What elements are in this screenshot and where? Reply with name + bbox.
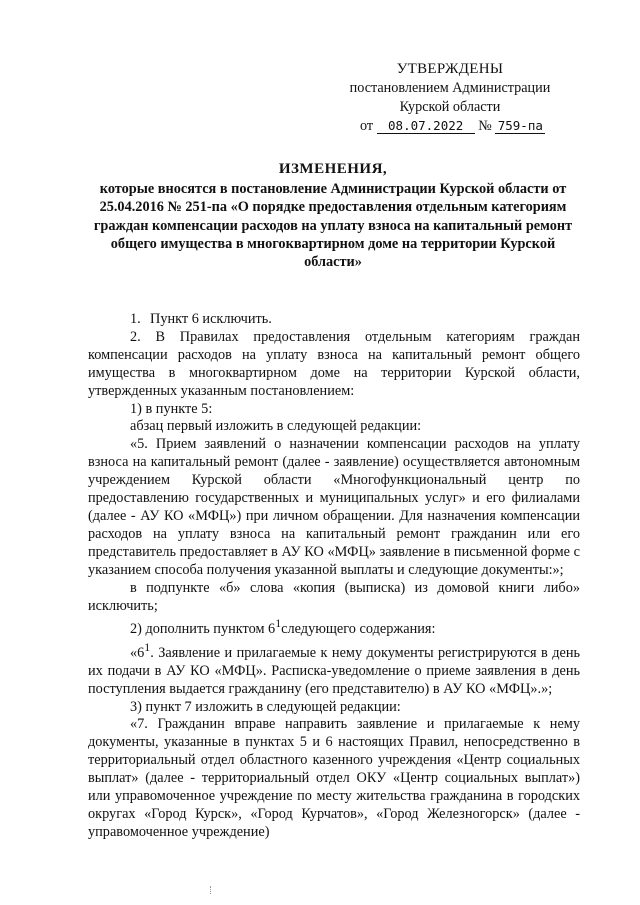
paragraph-7-text-b: следующего содержания: xyxy=(281,621,436,638)
approval-title: УТВЕРЖДЕНЫ xyxy=(396,61,504,77)
approval-line-1: постановлением Администрации xyxy=(349,80,551,96)
heading-subtitle: которые вносятся в постановление Администрации Курской области от 25.04.2016 № 251-па «О порядке предоставления отдельным категориям граждан компенсации расходов на уплату взноса на капитальный ремонт общего имущества в многоквартирном доме на территории Курской области» xyxy=(93,181,573,271)
approval-date: 08.07.2022 xyxy=(377,118,475,134)
from-label: от xyxy=(360,118,374,134)
document-body xyxy=(88,311,580,842)
approval-number: 759-па xyxy=(495,118,545,134)
paragraph-8 xyxy=(88,639,580,698)
paragraph-2: 2. В Правилах предоставления отдельным категориям граждан компенсации расходов на уплату взноса на капитальный ремонт общего имущества в многоквартирном доме на территории Курской области, утвержденных указанным постановлением: xyxy=(88,328,580,399)
paragraph-7 xyxy=(88,615,580,639)
paragraph-10: «7. Гражданин вправе направить заявление и прилагаемые к нему документы, указанные в пунктах 5 и 6 настоящих Правил, непосредственно в территориальный отдел областного казенного учреждения «Центр социальных выплат» (далее - территориальный отдел ОКУ «Центр социальных выплат») или управомоченное учреждение по месту жительства гражданина в городских округах «Город Курск», «Город Курчатов», «Город Железногорск» (далее - управомоченное учреждение) xyxy=(88,716,580,840)
paragraph-3: 1) в пункте 5: xyxy=(130,400,213,417)
number-sign: № xyxy=(478,118,492,134)
paragraph-8-text-a: «6 xyxy=(130,644,145,661)
paragraph-1-number: 1. xyxy=(130,311,141,327)
paragraph-7-text-a: 2) дополнить пунктом 6 xyxy=(130,621,276,638)
paragraph-8-superscript: 1 xyxy=(144,640,151,655)
approval-block xyxy=(330,60,570,136)
approval-dateline xyxy=(330,117,570,136)
paragraph-7-superscript: 1 xyxy=(275,616,282,631)
paragraph-9: 3) пункт 7 изложить в следующей редакции: xyxy=(130,698,401,715)
paragraph-1 xyxy=(88,311,580,329)
document-heading xyxy=(88,160,578,271)
paragraph-6: в подпункте «б» слова «копия (выписка) из домовой книги либо» исключить; xyxy=(88,579,580,614)
paragraph-8-text-b: . Заявление и прилагаемые к нему документы регистрируются в день их подачи в АУ КО «МФЦ». Расписка-уведомление о приеме заявления в день поступления выдается гражданину (его представителю) в АУ КО «МФЦ».»; xyxy=(88,644,580,697)
paragraph-4: абзац первый изложить в следующей редакции: xyxy=(130,418,422,435)
scan-mark xyxy=(210,886,213,894)
paragraph-5: «5. Прием заявлений о назначении компенсации расходов на уплату взноса на капитальный ремонт (далее - заявление) осуществляется автономным учреждением Курской области «Многофункциональный центр по предоставлению государственных и муниципальных услуг» и его филиалами (далее - АУ КО «МФЦ») при личном обращении. Для назначения компенсации расходов на уплату взноса на капитальный ремонт гражданин или его представитель предоставляет в АУ КО «МФЦ» заявление в письменной форме с указанием способа получения указанной выплаты и следующие документы:»; xyxy=(88,436,580,578)
heading-title: ИЗМЕНЕНИЯ, xyxy=(278,161,388,177)
paragraph-1-text: Пункт 6 исключить. xyxy=(150,311,272,327)
approval-line-2: Курской области xyxy=(399,99,501,115)
